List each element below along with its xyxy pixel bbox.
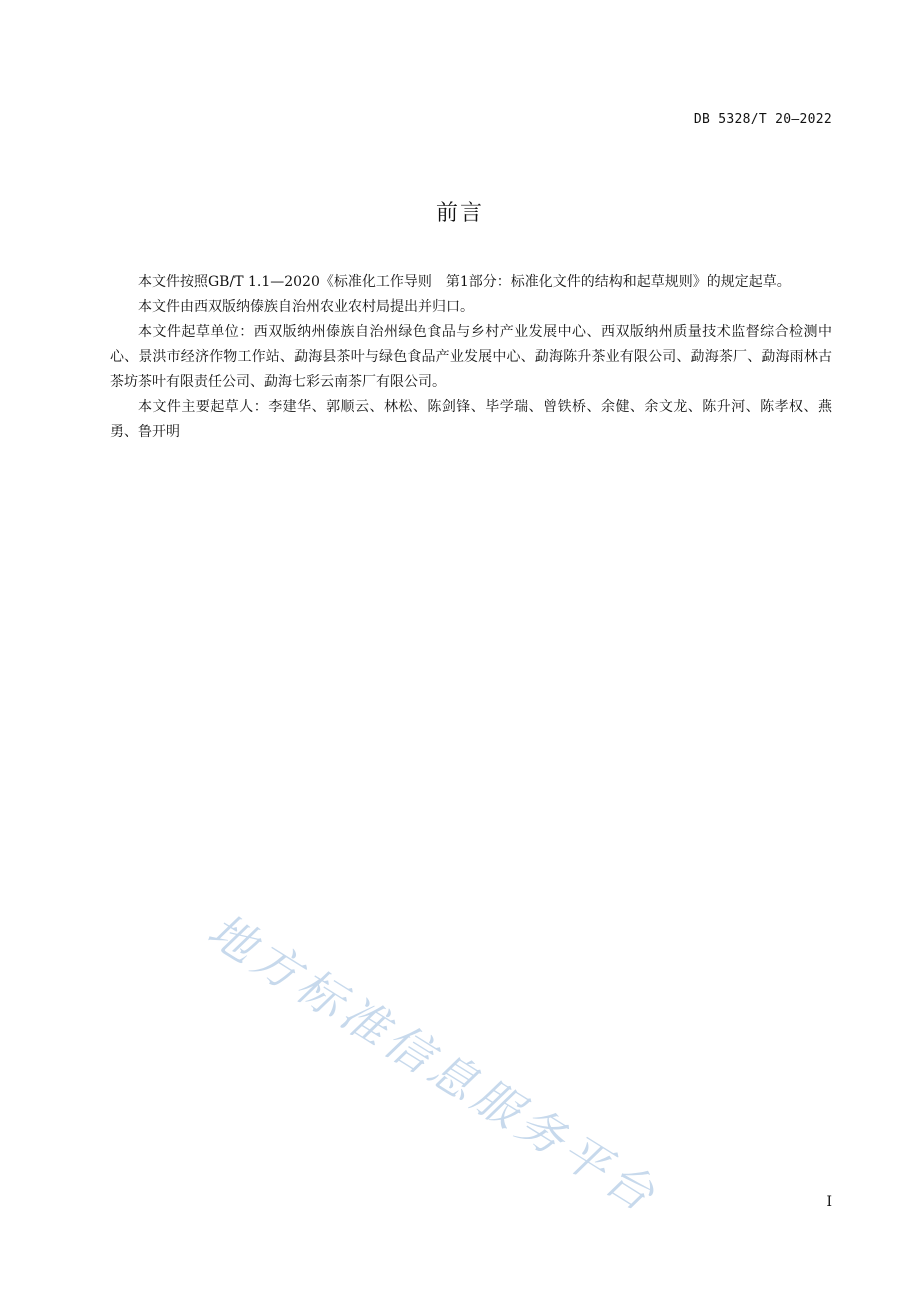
- standard-code: DB 5328/T 20—2022: [693, 112, 832, 127]
- paragraph-drafting-basis: 本文件按照GB/T 1.1—2020《标准化工作导则 第1部分：标准化文件的结构和起草规则》的规定起草。: [138, 274, 791, 290]
- paragraph-drafting-units: 本文件起草单位：西双版纳州傣族自治州绿色食品与乡村产业发展中心、西双版纳州质量技术监督综合检测中心、景洪市经济作物工作站、勐海县茶叶与绿色食品产业发展中心、勐海陈升茶业有限公司、勐海茶厂、勐海雨林古茶坊茶叶有限责任公司、勐海七彩云南茶厂有限公司。: [110, 324, 832, 390]
- page-number: I: [826, 1194, 832, 1210]
- page-title: 前言: [435, 201, 484, 226]
- paragraph-proposer: 本文件由西双版纳傣族自治州农业农村局提出并归口。: [138, 299, 474, 315]
- watermark: 地方标准信息服务平台: [198, 902, 669, 1224]
- foreword-body: [110, 270, 832, 445]
- paragraph-drafters: 本文件主要起草人：李建华、郭顺云、林松、陈剑锋、毕学瑞、曾铁桥、余健、余文龙、陈升河、陈孝权、燕勇、鲁开明: [110, 399, 832, 440]
